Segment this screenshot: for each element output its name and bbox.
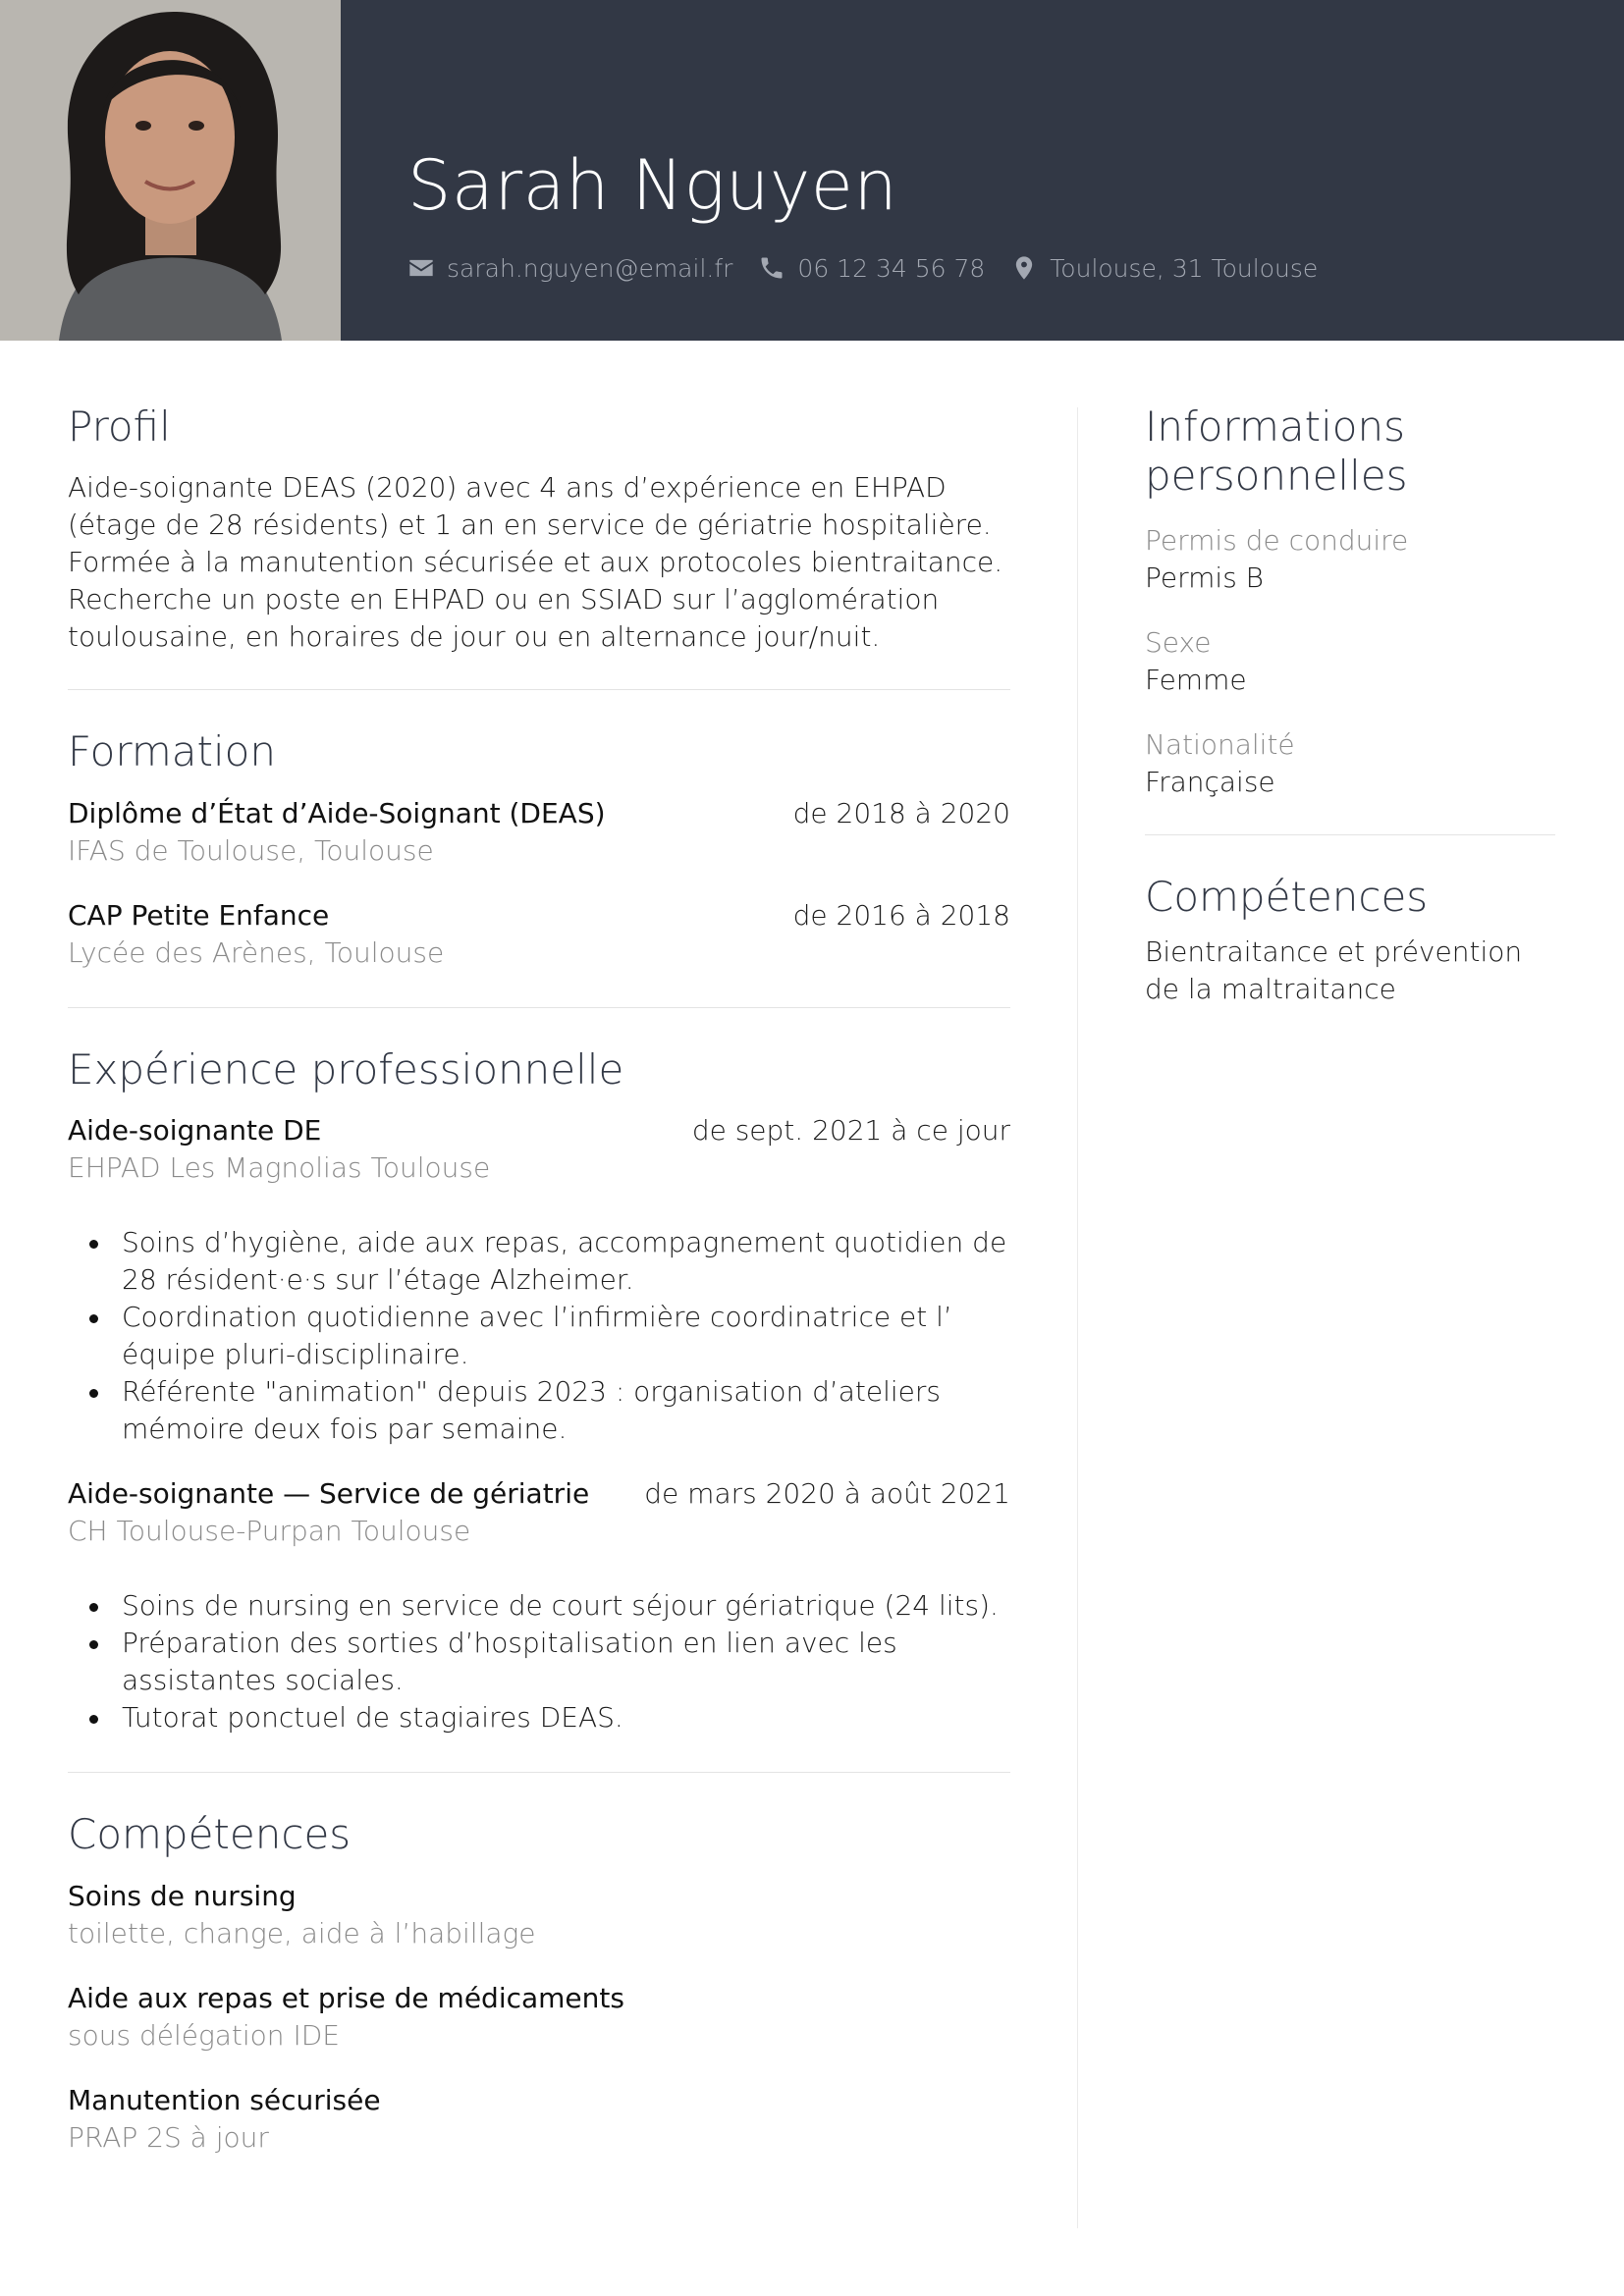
job-date: de sept. 2021 à ce jour	[691, 1114, 1010, 1148]
info-value: Femme	[1145, 664, 1247, 696]
envelope-icon	[407, 254, 435, 282]
section-title-infos: Informations personnelles	[1145, 402, 1408, 500]
map-marker-icon	[1010, 254, 1038, 282]
info-value: Permis B	[1145, 561, 1265, 594]
skill-entry	[68, 1980, 1010, 2055]
section-divider	[68, 1007, 1010, 1008]
skill-detail: toilette, change, aide à l’habillage	[68, 1916, 536, 1949]
skill-entry	[68, 1878, 1010, 1952]
profile-section	[68, 402, 1010, 656]
skill-name: Manutention sécurisée	[68, 2083, 381, 2116]
section-title-side-competences: Compétences	[1145, 873, 1429, 921]
info-label: Nationalité	[1145, 728, 1295, 761]
info-item	[1145, 522, 1555, 597]
section-title-profil: Profil	[68, 402, 171, 451]
info-label: Permis de conduire	[1145, 524, 1409, 557]
phone-icon	[758, 254, 785, 282]
phone-text: 06 12 34 56 78	[797, 253, 986, 283]
list-item: Tutorat ponctuel de stagiaires DEAS.	[68, 1699, 1010, 1736]
location-text: Toulouse, 31 Toulouse	[1050, 253, 1319, 283]
side-column	[1145, 402, 1555, 1008]
info-item	[1145, 624, 1555, 699]
bullet-icon	[89, 1603, 98, 1612]
diploma-date: de 2016 à 2018	[792, 898, 1010, 932]
side-skills-section	[1145, 873, 1555, 1008]
diploma-title: Diplôme d’État d’Aide-Soignant (DEAS)	[68, 796, 606, 829]
skills-section	[68, 1810, 1010, 2156]
bullet-icon	[89, 1640, 98, 1649]
employer-name: CH Toulouse-Purpan Toulouse	[68, 1515, 471, 1548]
job-title: Aide-soignante — Service de gériatrie	[68, 1477, 590, 1511]
contact-email	[407, 254, 732, 283]
contact-phone	[758, 254, 985, 283]
formation-entry	[68, 795, 1010, 870]
section-title-experience: Expérience professionnelle	[68, 1044, 624, 1094]
section-title-formation: Formation	[68, 727, 276, 776]
job-tasks	[68, 1587, 1010, 1736]
list-item: Soins de nursing en service de court séjour gériatrique (24 lits).	[68, 1587, 1010, 1625]
school-name: IFAS de Toulouse, Toulouse	[68, 833, 434, 867]
skill-name: Aide aux repas et prise de médicaments	[68, 1981, 624, 2014]
list-item: Soins d’hygiène, aide aux repas, accompagnement quotidien de 28 résident·e·s sur l’étage Alzheimer.	[68, 1224, 1010, 1299]
bullet-icon	[89, 1715, 98, 1724]
profile-line: (étage de 28 résidents) et 1 an en service de gériatrie hospitalière.	[68, 508, 992, 542]
contact-location	[1010, 254, 1318, 283]
profile-photo	[0, 0, 341, 341]
section-divider	[68, 1772, 1010, 1773]
formation-section	[68, 727, 1010, 971]
job-tasks	[68, 1224, 1010, 1448]
section-title-competences: Compétences	[68, 1810, 352, 1859]
experience-entry	[68, 1112, 1010, 1448]
list-item: Référente "animation" depuis 2023 : organisation d’ateliers mémoire deux fois par semaine.	[68, 1373, 1010, 1448]
skill-entry	[68, 2082, 1010, 2157]
list-item: Coordination quotidienne avec l’infirmière coordinatrice et l’ équipe pluri-disciplinaire.	[68, 1299, 1010, 1373]
email-text: sarah.nguyen@email.fr	[447, 253, 733, 283]
candidate-name: Sarah Nguyen	[407, 145, 898, 226]
experience-section	[68, 1045, 1010, 1736]
skill-detail: sous délégation IDE	[68, 2018, 340, 2052]
bullet-icon	[89, 1389, 98, 1398]
profile-line: Formée à la manutention sécurisée et aux protocoles bientraitance.	[68, 546, 1003, 579]
profile-line: Aide-soignante DEAS (2020) avec 4 ans d’expérience en EHPAD	[68, 471, 947, 505]
employer-name: EHPAD Les Magnolias Toulouse	[68, 1151, 491, 1185]
info-label: Sexe	[1145, 626, 1212, 659]
profile-line: toulousaine, en horaires de jour ou en alternance jour/nuit.	[68, 620, 881, 654]
resume-header	[0, 0, 1624, 341]
diploma-date: de 2018 à 2020	[792, 796, 1010, 829]
bullet-icon	[89, 1240, 98, 1249]
section-divider	[68, 689, 1010, 690]
contact-bar	[407, 250, 1343, 286]
profile-summary	[68, 469, 1010, 656]
list-item: Préparation des sorties d’hospitalisation en lien avec les assistantes sociales.	[68, 1625, 1010, 1699]
skill-name: Soins de nursing	[68, 1879, 297, 1912]
job-title: Aide-soignante DE	[68, 1114, 322, 1148]
info-value: Française	[1145, 766, 1275, 798]
profile-photo-image	[0, 0, 341, 341]
personal-info-section	[1145, 402, 1555, 801]
section-divider	[1145, 834, 1555, 835]
column-separator	[1077, 407, 1078, 2228]
formation-entry	[68, 897, 1010, 972]
experience-entry	[68, 1475, 1010, 1736]
skill-detail: PRAP 2S à jour	[68, 2120, 269, 2154]
bullet-icon	[89, 1314, 98, 1323]
profile-line: Recherche un poste en EHPAD ou en SSIAD sur l’agglomération	[68, 583, 940, 616]
info-item	[1145, 726, 1555, 801]
job-date: de mars 2020 à août 2021	[644, 1477, 1010, 1511]
side-skill-text: Bientraitance et prévention de la maltraitance	[1145, 935, 1523, 1005]
diploma-title: CAP Petite Enfance	[68, 898, 330, 932]
main-column	[68, 402, 1010, 2157]
school-name: Lycée des Arènes, Toulouse	[68, 935, 445, 969]
